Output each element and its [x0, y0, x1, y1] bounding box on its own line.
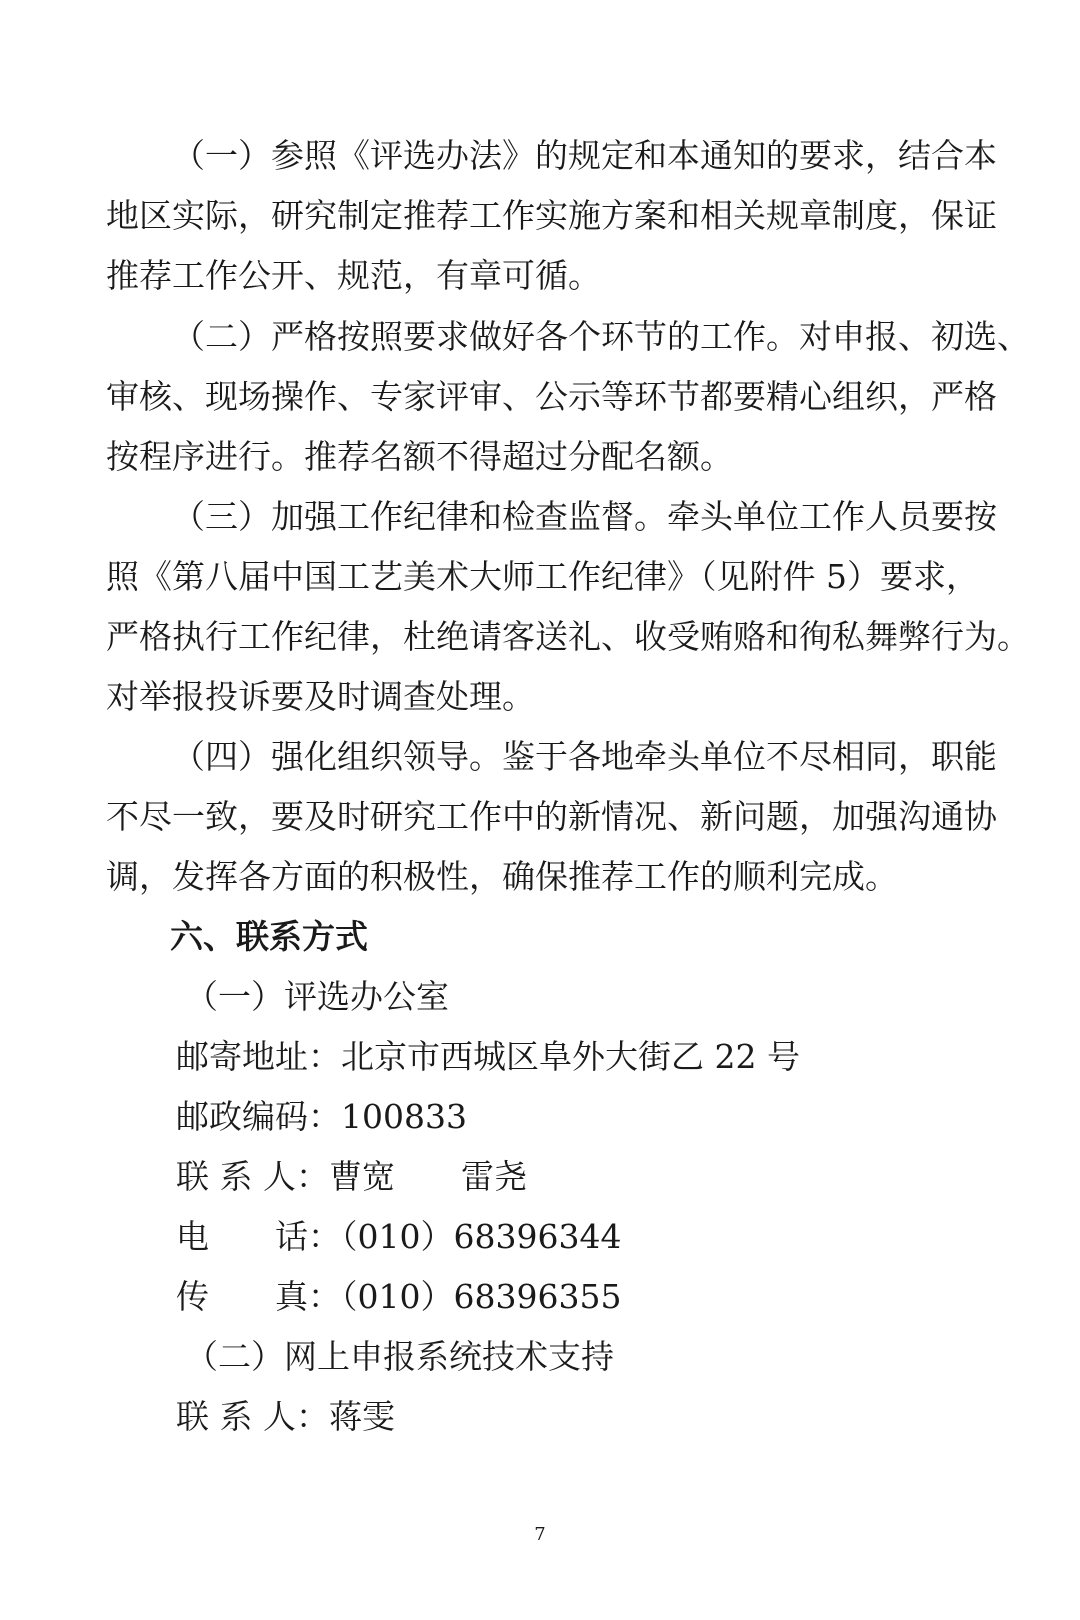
mailing-address: 邮寄地址：北京市西城区阜外大街乙 22 号: [176, 1037, 800, 1076]
paragraph-line: 对举报投诉要及时调查处理。: [106, 677, 535, 716]
paragraph-line: 不尽一致，要及时研究工作中的新情况、新问题，加强沟通协: [106, 797, 997, 836]
paragraph-line: 审核、现场操作、专家评审、公示等环节都要精心组织，严格: [106, 377, 997, 416]
section-heading: 六、联系方式: [170, 917, 368, 956]
paragraph-line: 严格执行工作纪律，杜绝请客送礼、收受贿赂和徇私舞弊行为。: [106, 617, 1030, 656]
office-title: （一）评选办公室: [185, 977, 449, 1016]
paragraph-line: （二）严格按照要求做好各个环节的工作。对申报、初选、: [172, 317, 1030, 356]
paragraph-line: 按程序进行。推荐名额不得超过分配名额。: [106, 437, 733, 476]
tech-support-title: （二）网上申报系统技术支持: [185, 1337, 614, 1376]
paragraph-line: 照《第八届中国工艺美术大师工作纪律》（见附件 5）要求，: [106, 557, 979, 596]
fax-number: 传 真：（010）68396355: [176, 1277, 622, 1316]
paragraph-line: 推荐工作公开、规范，有章可循。: [106, 256, 601, 295]
contact-person: 联 系 人：曹宽 雷尧: [176, 1157, 527, 1196]
paragraph-line: （三）加强工作纪律和检查监督。牵头单位工作人员要按: [172, 497, 997, 536]
postal-code: 邮政编码：100833: [176, 1097, 467, 1136]
paragraph-line: 地区实际，研究制定推荐工作实施方案和相关规章制度，保证: [106, 196, 997, 235]
tech-support-contact: 联 系 人：蒋雯: [176, 1397, 395, 1436]
paragraph-line: （一）参照《评选办法》的规定和本通知的要求，结合本: [172, 136, 997, 175]
paragraph-line: （四）强化组织领导。鉴于各地牵头单位不尽相同，职能: [172, 737, 997, 776]
phone-number: 电 话：（010）68396344: [176, 1217, 622, 1256]
page-number: 7: [534, 1524, 546, 1545]
paragraph-line: 调，发挥各方面的积极性，确保推荐工作的顺利完成。: [106, 857, 898, 896]
